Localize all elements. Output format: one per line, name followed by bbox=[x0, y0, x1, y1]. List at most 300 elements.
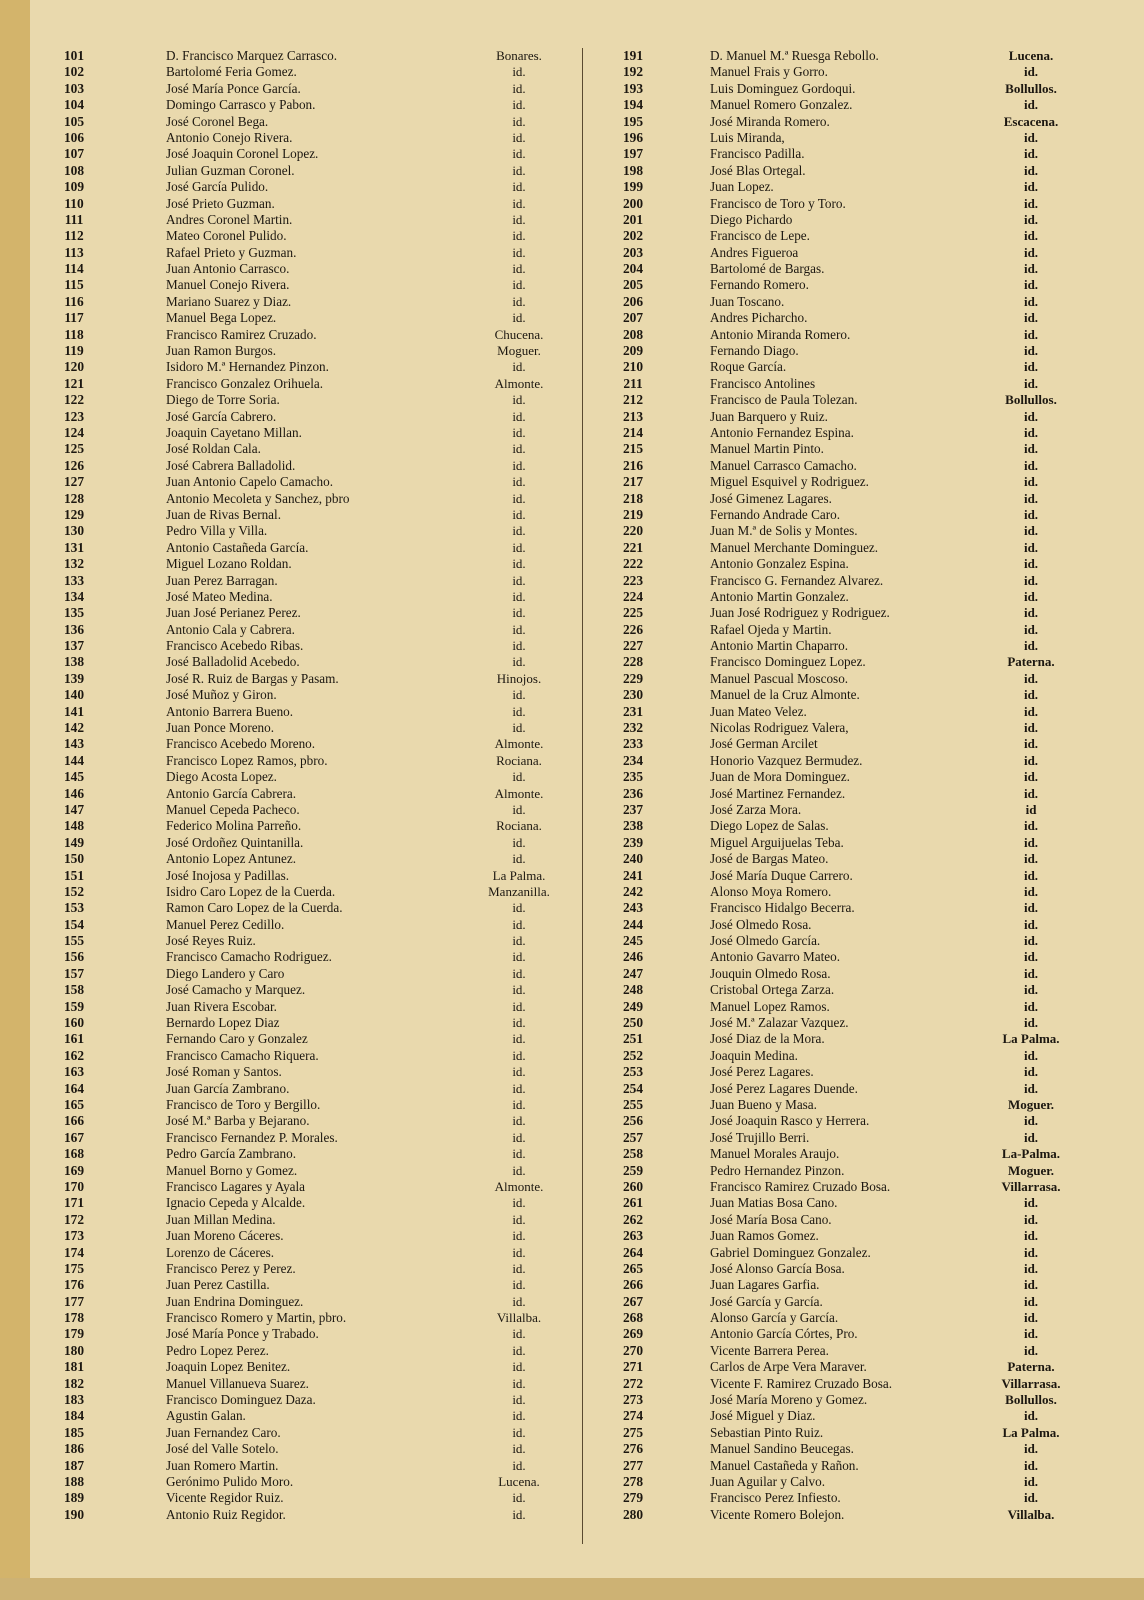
entry-name: José Roman y Santos. bbox=[166, 1064, 282, 1080]
entry-name: Isidoro M.ª Hernandez Pinzon. bbox=[166, 359, 329, 375]
entry-place: id. bbox=[512, 1244, 526, 1260]
list-item bbox=[610, 1245, 1090, 1261]
entry-place: Lucena. bbox=[498, 1473, 540, 1489]
entry-place: id. bbox=[1023, 277, 1039, 293]
list-item bbox=[52, 212, 560, 228]
list-item bbox=[52, 458, 560, 474]
entry-place: id. bbox=[512, 1211, 526, 1227]
entry-place: id. bbox=[512, 1408, 526, 1424]
entry-number: 130 bbox=[63, 523, 85, 539]
entry-place: id. bbox=[512, 179, 526, 195]
entry-number: 155 bbox=[63, 933, 85, 949]
entry-number: 262 bbox=[622, 1211, 644, 1227]
entry-place: id. bbox=[512, 113, 526, 129]
entry-name: José María Moreno y Gomez. bbox=[710, 1392, 868, 1408]
entry-name: Antonio Cala y Cabrera. bbox=[166, 621, 295, 637]
list-item bbox=[610, 818, 1090, 834]
entry-place: id. bbox=[1023, 1342, 1039, 1358]
entry-place: id. bbox=[1023, 293, 1039, 309]
entry-name: Manuel Sandino Beucegas. bbox=[710, 1441, 854, 1457]
entry-number: 211 bbox=[623, 375, 643, 391]
list-item bbox=[610, 1458, 1090, 1474]
list-item bbox=[610, 1048, 1090, 1064]
entry-name: Miguel Lozano Roldan. bbox=[166, 556, 292, 572]
entry-name: Francisco Perez y Perez. bbox=[166, 1260, 296, 1276]
list-item bbox=[610, 212, 1090, 228]
entry-place: Villarrasa. bbox=[1001, 1375, 1061, 1391]
entry-place: id bbox=[1025, 801, 1037, 817]
entry-name: José Miguel y Diaz. bbox=[710, 1408, 816, 1424]
entry-place: Almonte. bbox=[494, 785, 544, 801]
entry-place: id. bbox=[1023, 195, 1039, 211]
entry-name: Diego Pichardo bbox=[710, 211, 793, 227]
entry-place: id. bbox=[512, 310, 526, 326]
list-item bbox=[610, 1146, 1090, 1162]
entry-name: Fernando Caro y Gonzalez bbox=[166, 1031, 308, 1047]
list-item bbox=[610, 359, 1090, 375]
entry-number: 186 bbox=[63, 1441, 85, 1457]
list-item bbox=[610, 556, 1090, 572]
entry-name: José Joaquin Rasco y Herrera. bbox=[710, 1113, 870, 1129]
entry-number: 164 bbox=[63, 1080, 85, 1096]
list-item bbox=[52, 1261, 560, 1277]
entry-place: Villalba. bbox=[496, 1310, 542, 1326]
entry-number: 163 bbox=[63, 1064, 85, 1080]
entry-name: Antonio Conejo Rivera. bbox=[166, 129, 293, 145]
list-item bbox=[52, 1097, 560, 1113]
entry-place: id. bbox=[512, 64, 526, 80]
entry-name: Juan Moreno Cáceres. bbox=[166, 1228, 284, 1244]
entry-number: 195 bbox=[622, 113, 644, 129]
entry-number: 183 bbox=[63, 1392, 85, 1408]
entry-name: Juan Antonio Carrasco. bbox=[166, 261, 290, 277]
list-item bbox=[610, 97, 1090, 113]
entry-name: Mateo Coronel Pulido. bbox=[166, 228, 287, 244]
entry-number: 212 bbox=[622, 392, 644, 408]
entry-place: id. bbox=[1023, 867, 1039, 883]
entry-number: 168 bbox=[63, 1146, 85, 1162]
entry-place: id. bbox=[1023, 1260, 1039, 1276]
entry-number: 109 bbox=[63, 179, 85, 195]
entry-place: id. bbox=[1023, 1441, 1039, 1457]
entry-place: id. bbox=[1023, 261, 1039, 277]
entry-number: 254 bbox=[622, 1080, 644, 1096]
entry-name: José Perez Lagares. bbox=[710, 1064, 814, 1080]
entry-number: 197 bbox=[622, 146, 644, 162]
entry-number: 231 bbox=[622, 703, 644, 719]
entry-place: id. bbox=[512, 129, 526, 145]
entry-number: 266 bbox=[622, 1277, 644, 1293]
list-item bbox=[610, 1031, 1090, 1047]
entry-place: id. bbox=[512, 588, 526, 604]
entry-number: 165 bbox=[63, 1097, 85, 1112]
list-item bbox=[52, 343, 560, 359]
entry-number: 136 bbox=[63, 621, 85, 637]
entry-number: 169 bbox=[63, 1162, 85, 1178]
entry-place: id. bbox=[512, 1015, 526, 1031]
entry-name: Luis Dominguez Gordoqui. bbox=[710, 80, 856, 96]
list-item bbox=[610, 523, 1090, 539]
entry-number: 199 bbox=[622, 179, 644, 195]
entry-name: Francisco de Toro y Bergillo. bbox=[166, 1097, 321, 1112]
entry-name: Roque García. bbox=[710, 359, 787, 375]
entry-name: Antonio Mecoleta y Sanchez, pbro bbox=[166, 490, 350, 506]
entry-number: 174 bbox=[63, 1244, 85, 1260]
entry-name: Francisco Lopez Ramos, pbro. bbox=[166, 752, 328, 768]
entry-place: La Palma. bbox=[492, 867, 546, 883]
entry-number: 210 bbox=[622, 359, 644, 375]
entry-name: José María Duque Carrero. bbox=[710, 867, 853, 883]
entry-number: 216 bbox=[622, 457, 644, 473]
entry-name: Manuel Borno y Gomez. bbox=[166, 1162, 298, 1178]
list-item bbox=[52, 474, 560, 490]
entry-place: Escacena. bbox=[1003, 113, 1059, 129]
entry-place: id. bbox=[1023, 310, 1039, 326]
entry-name: Francisco Acebedo Ribas. bbox=[166, 638, 304, 654]
entry-name: Manuel Conejo Rivera. bbox=[166, 277, 290, 293]
list-item bbox=[610, 753, 1090, 769]
entry-number: 222 bbox=[622, 556, 644, 572]
list-item bbox=[610, 1392, 1090, 1408]
entry-number: 251 bbox=[622, 1031, 644, 1047]
list-item bbox=[52, 753, 560, 769]
entry-name: Vicente Regidor Ruiz. bbox=[166, 1490, 284, 1506]
entry-name: Francisco Camacho Riquera. bbox=[166, 1047, 319, 1063]
entry-number: 275 bbox=[622, 1424, 644, 1440]
entry-number: 151 bbox=[63, 867, 85, 883]
entry-place: id. bbox=[512, 244, 526, 260]
list-item bbox=[610, 474, 1090, 490]
list-item bbox=[610, 966, 1090, 982]
entry-number: 179 bbox=[63, 1326, 85, 1342]
entry-place: Moguer. bbox=[1007, 1097, 1055, 1112]
entry-number: 137 bbox=[63, 638, 85, 654]
list-item bbox=[52, 114, 560, 130]
list-item bbox=[610, 146, 1090, 162]
list-item bbox=[52, 81, 560, 97]
entry-place: id. bbox=[512, 523, 526, 539]
entry-place: id. bbox=[1023, 982, 1039, 998]
entry-place: id. bbox=[1023, 97, 1039, 113]
entry-place: id. bbox=[1023, 490, 1039, 506]
entry-place: Rociana. bbox=[496, 752, 542, 768]
entry-name: Joaquin Lopez Benitez. bbox=[166, 1359, 291, 1375]
entry-name: Miguel Arguijuelas Teba. bbox=[710, 834, 844, 850]
entry-number: 249 bbox=[622, 998, 644, 1014]
entry-number: 220 bbox=[622, 523, 644, 539]
entry-name: Juan Lagares Garfia. bbox=[710, 1277, 820, 1293]
entry-name: Diego Lopez de Salas. bbox=[710, 818, 829, 834]
list-item bbox=[610, 327, 1090, 343]
list-item bbox=[52, 589, 560, 605]
entry-place: id. bbox=[1023, 638, 1039, 654]
entry-place: id. bbox=[512, 605, 526, 621]
entry-name: Manuel Perez Cedillo. bbox=[166, 916, 285, 932]
entry-number: 184 bbox=[63, 1408, 85, 1424]
list-item bbox=[610, 1097, 1090, 1113]
entry-place: Villalba. bbox=[1007, 1506, 1055, 1522]
entry-name: José Miranda Romero. bbox=[710, 113, 830, 129]
entry-number: 241 bbox=[622, 867, 644, 883]
entry-number: 181 bbox=[63, 1359, 85, 1375]
entry-name: José de Bargas Mateo. bbox=[710, 851, 829, 867]
list-item bbox=[52, 1277, 560, 1293]
entry-number: 238 bbox=[622, 818, 644, 834]
list-item bbox=[52, 1195, 560, 1211]
entry-number: 157 bbox=[63, 965, 85, 981]
list-item bbox=[610, 1507, 1090, 1523]
entry-number: 228 bbox=[622, 654, 644, 670]
entry-place: Almonte. bbox=[494, 736, 544, 752]
entry-name: José García Cabrero. bbox=[166, 408, 277, 424]
entry-number: 114 bbox=[64, 261, 84, 277]
list-item bbox=[610, 1277, 1090, 1293]
list-item bbox=[52, 523, 560, 539]
entry-number: 176 bbox=[63, 1277, 85, 1293]
entry-place: id. bbox=[1023, 129, 1039, 145]
entry-number: 203 bbox=[622, 244, 644, 260]
list-item bbox=[610, 130, 1090, 146]
entry-number: 247 bbox=[622, 965, 644, 981]
entry-place: id. bbox=[512, 916, 526, 932]
entry-number: 119 bbox=[64, 343, 84, 359]
list-item bbox=[610, 802, 1090, 818]
entry-name: Jouquin Olmedo Rosa. bbox=[710, 965, 831, 981]
list-item bbox=[52, 900, 560, 916]
entry-place: Lucena. bbox=[1008, 48, 1054, 63]
entry-place: id. bbox=[512, 277, 526, 293]
entry-name: Francisco Hidalgo Becerra. bbox=[710, 900, 855, 916]
entry-place: id. bbox=[1023, 457, 1039, 473]
list-item bbox=[52, 835, 560, 851]
entry-place: id. bbox=[512, 1359, 526, 1375]
entry-number: 121 bbox=[63, 375, 85, 391]
list-item bbox=[610, 884, 1090, 900]
entry-number: 193 bbox=[622, 80, 644, 96]
entry-name: Alonso Moya Romero. bbox=[710, 883, 832, 899]
entry-place: id. bbox=[1023, 1064, 1039, 1080]
entry-name: Mariano Suarez y Diaz. bbox=[166, 293, 292, 309]
entry-number: 232 bbox=[622, 720, 644, 736]
entry-name: José Mateo Medina. bbox=[166, 588, 273, 604]
entry-name: José García y García. bbox=[710, 1293, 823, 1309]
entry-number: 173 bbox=[63, 1228, 85, 1244]
entry-number: 265 bbox=[622, 1260, 644, 1276]
entry-number: 191 bbox=[622, 48, 644, 63]
entry-place: id. bbox=[512, 621, 526, 637]
entry-number: 104 bbox=[63, 97, 85, 113]
entry-number: 234 bbox=[622, 752, 644, 768]
list-item bbox=[610, 392, 1090, 408]
entry-number: 175 bbox=[63, 1260, 85, 1276]
list-item bbox=[610, 1113, 1090, 1129]
entry-place: id. bbox=[512, 965, 526, 981]
list-item bbox=[52, 294, 560, 310]
entry-name: Gerónimo Pulido Moro. bbox=[166, 1473, 294, 1489]
list-item bbox=[52, 146, 560, 162]
list-item bbox=[610, 1408, 1090, 1424]
entry-name: Diego de Torre Soria. bbox=[166, 392, 280, 408]
entry-number: 131 bbox=[63, 539, 85, 555]
list-item bbox=[52, 1031, 560, 1047]
entry-place: id. bbox=[512, 1228, 526, 1244]
entry-number: 139 bbox=[63, 670, 85, 686]
entry-place: id. bbox=[1023, 162, 1039, 178]
list-item bbox=[52, 376, 560, 392]
entry-place: id. bbox=[512, 539, 526, 555]
list-item bbox=[52, 1474, 560, 1490]
entry-name: José María Ponce García. bbox=[166, 80, 301, 96]
list-item bbox=[52, 1212, 560, 1228]
list-item bbox=[610, 1343, 1090, 1359]
list-item bbox=[610, 343, 1090, 359]
entry-number: 189 bbox=[63, 1490, 85, 1506]
list-item bbox=[610, 1294, 1090, 1310]
entry-name: José Gimenez Lagares. bbox=[710, 490, 832, 506]
list-item bbox=[52, 605, 560, 621]
list-item bbox=[610, 917, 1090, 933]
entry-name: Francisco de Toro y Toro. bbox=[710, 195, 846, 211]
entry-number: 261 bbox=[622, 1195, 644, 1211]
entry-number: 204 bbox=[622, 261, 644, 277]
entry-place: id. bbox=[512, 1047, 526, 1063]
entry-place: id. bbox=[512, 261, 526, 277]
entry-name: Rafael Prieto y Guzman. bbox=[166, 244, 297, 260]
entry-name: Francisco Ramirez Cruzado. bbox=[166, 326, 317, 342]
entry-name: Juan de Rivas Bernal. bbox=[166, 506, 281, 522]
entry-place: id. bbox=[1023, 1310, 1039, 1326]
entry-number: 187 bbox=[63, 1457, 85, 1473]
list-item bbox=[610, 736, 1090, 752]
list-item bbox=[52, 1376, 560, 1392]
entry-number: 153 bbox=[63, 900, 85, 916]
entry-place: id. bbox=[1023, 720, 1039, 736]
list-item bbox=[52, 802, 560, 818]
entry-name: Andres Coronel Martin. bbox=[166, 211, 293, 227]
list-item bbox=[610, 441, 1090, 457]
entry-place: id. bbox=[512, 195, 526, 211]
entry-number: 253 bbox=[622, 1064, 644, 1080]
left-column bbox=[52, 48, 560, 1523]
list-item bbox=[52, 130, 560, 146]
list-item bbox=[52, 1392, 560, 1408]
entry-name: Manuel Pascual Moscoso. bbox=[710, 670, 849, 686]
entry-number: 229 bbox=[622, 670, 644, 686]
entry-name: Cristobal Ortega Zarza. bbox=[710, 982, 835, 998]
entry-place: id. bbox=[512, 359, 526, 375]
entry-name: José Blas Ortegal. bbox=[710, 162, 806, 178]
entry-place: id. bbox=[512, 146, 526, 162]
entry-name: Vicente Romero Bolejon. bbox=[710, 1506, 845, 1522]
entry-number: 245 bbox=[622, 933, 644, 949]
entry-place: id. bbox=[512, 998, 526, 1014]
list-item bbox=[52, 1048, 560, 1064]
entry-place: id. bbox=[512, 834, 526, 850]
entry-number: 215 bbox=[622, 441, 644, 457]
entry-number: 178 bbox=[63, 1310, 85, 1326]
list-item bbox=[610, 1261, 1090, 1277]
entry-place: Moguer. bbox=[497, 343, 541, 359]
entry-number: 230 bbox=[622, 687, 644, 703]
entry-number: 255 bbox=[622, 1097, 644, 1112]
entry-number: 198 bbox=[622, 162, 644, 178]
entry-name: Juan Perez Barragan. bbox=[166, 572, 278, 588]
entry-number: 219 bbox=[622, 506, 644, 522]
entry-name: José Trujillo Berri. bbox=[710, 1129, 810, 1145]
entry-place: id. bbox=[1023, 506, 1039, 522]
entry-place: id. bbox=[512, 1457, 526, 1473]
entry-place: id. bbox=[1023, 670, 1039, 686]
entry-number: 240 bbox=[622, 851, 644, 867]
list-item bbox=[610, 179, 1090, 195]
entry-place: id. bbox=[512, 982, 526, 998]
list-item bbox=[52, 1408, 560, 1424]
entry-number: 192 bbox=[622, 64, 644, 80]
list-item bbox=[52, 1179, 560, 1195]
entry-number: 194 bbox=[622, 97, 644, 113]
entry-number: 161 bbox=[63, 1031, 85, 1047]
entry-name: José Zarza Mora. bbox=[710, 801, 802, 817]
list-item bbox=[610, 671, 1090, 687]
list-item bbox=[52, 196, 560, 212]
entry-name: Antonio Castañeda García. bbox=[166, 539, 309, 555]
entry-name: José Martinez Fernandez. bbox=[710, 785, 846, 801]
entry-place: id. bbox=[512, 851, 526, 867]
entry-name: Francisco Lagares y Ayala bbox=[166, 1178, 306, 1194]
entry-name: Juan Aguilar y Calvo. bbox=[710, 1473, 826, 1489]
entry-number: 144 bbox=[63, 752, 85, 768]
entry-number: 122 bbox=[63, 392, 85, 408]
entry-number: 152 bbox=[63, 883, 85, 899]
list-item bbox=[52, 573, 560, 589]
list-item bbox=[610, 622, 1090, 638]
entry-name: Federico Molina Parreño. bbox=[166, 818, 302, 834]
entry-place: id. bbox=[512, 1424, 526, 1440]
entry-place: id. bbox=[512, 1441, 526, 1457]
entry-name: Francisco Camacho Rodriguez. bbox=[166, 949, 332, 965]
entry-place: id. bbox=[1023, 883, 1039, 899]
entry-name: Vicente F. Ramirez Cruzado Bosa. bbox=[710, 1375, 892, 1391]
entry-number: 235 bbox=[622, 769, 644, 785]
entry-name: Carlos de Arpe Vera Maraver. bbox=[710, 1359, 867, 1375]
entry-place: id. bbox=[512, 1392, 526, 1408]
entry-place: id. bbox=[1023, 146, 1039, 162]
entry-name: Juan Ramon Burgos. bbox=[166, 343, 277, 359]
entry-name: José Diaz de la Mora. bbox=[710, 1031, 825, 1047]
entry-number: 160 bbox=[63, 1015, 85, 1031]
list-item bbox=[610, 81, 1090, 97]
entry-name: Juan Endrina Dominguez. bbox=[166, 1293, 304, 1309]
list-item bbox=[52, 786, 560, 802]
list-item bbox=[52, 622, 560, 638]
entry-name: José del Valle Sotelo. bbox=[166, 1441, 279, 1457]
entry-name: José Alonso García Bosa. bbox=[710, 1260, 845, 1276]
entry-number: 110 bbox=[64, 195, 84, 211]
list-item bbox=[52, 868, 560, 884]
list-item bbox=[52, 1425, 560, 1441]
entry-name: Pedro Hernandez Pinzon. bbox=[710, 1162, 845, 1178]
entry-number: 252 bbox=[622, 1047, 644, 1063]
entry-number: 271 bbox=[622, 1359, 644, 1375]
list-item bbox=[610, 573, 1090, 589]
list-item bbox=[610, 1359, 1090, 1375]
list-item bbox=[610, 638, 1090, 654]
entry-place: Almonte. bbox=[494, 375, 544, 391]
entry-name: Pedro García Zambrano. bbox=[166, 1146, 296, 1162]
entry-place: id. bbox=[512, 801, 526, 817]
entry-place: Hinojos. bbox=[496, 670, 542, 686]
entry-place: id. bbox=[512, 490, 526, 506]
